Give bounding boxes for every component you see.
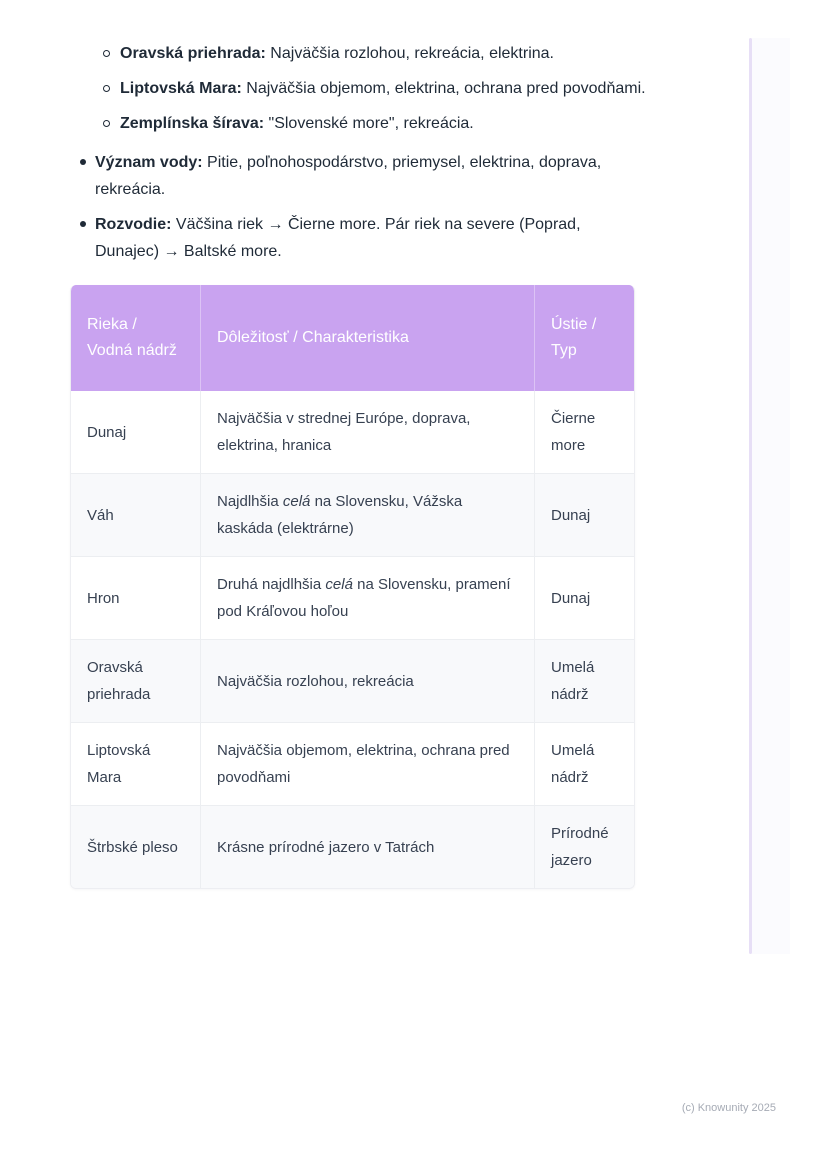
item-body: "Slovenské more", rekreácia. xyxy=(264,115,474,132)
table-row xyxy=(71,640,634,723)
cell-description: Najväčšia rozlohou, rekreácia xyxy=(201,640,535,723)
column-header-ustie: Ústie / Typ xyxy=(535,285,634,391)
bullet-filled-icon xyxy=(80,149,95,203)
document-content xyxy=(0,40,828,889)
rivers-table-container xyxy=(70,285,635,889)
cell-type: Čierne more xyxy=(535,391,634,474)
table-row xyxy=(71,723,634,806)
bullet-hollow-icon xyxy=(103,110,120,137)
list-item-text xyxy=(95,149,625,203)
rivers-table xyxy=(71,285,634,888)
item-label: Oravská priehrada: xyxy=(120,45,266,62)
cell-type: Umelá nádrž xyxy=(535,723,634,806)
item-body: Najväčšia rozlohou, rekreácia, elektrina. xyxy=(265,45,554,62)
cell-type: Prírodné jazero xyxy=(535,806,634,888)
cell-description: Najväčšia v strednej Európe, doprava, elektrina, hranica xyxy=(201,391,535,474)
bullet-hollow-icon xyxy=(103,75,120,102)
item-body: Väčšina riek → Čierne more. Pár riek na severe (Poprad, Dunajec) → Baltské more. xyxy=(95,216,581,260)
cell-description: Krásne prírodné jazero v Tatrách xyxy=(201,806,535,888)
cell-type: Dunaj xyxy=(535,557,634,640)
list-item-rozvodie xyxy=(80,211,828,265)
item-label: Význam vody: xyxy=(95,154,203,171)
table-header xyxy=(71,285,634,391)
sub-bullet-list xyxy=(0,40,828,137)
item-label: Rozvodie: xyxy=(95,216,172,233)
table-body xyxy=(71,391,634,888)
cell-name: Oravská priehrada xyxy=(71,640,201,723)
table-row xyxy=(71,806,634,888)
item-label: Liptovská Mara: xyxy=(120,80,242,97)
item-label: Zemplínska šírava: xyxy=(120,115,265,132)
list-item-text xyxy=(120,75,646,102)
cell-description: Najväčšia objemom, elektrina, ochrana pred povodňami xyxy=(201,723,535,806)
table-row xyxy=(71,557,634,640)
cell-name: Dunaj xyxy=(71,391,201,474)
cell-name: Hron xyxy=(71,557,201,640)
cell-name: Váh xyxy=(71,474,201,557)
cell-type: Umelá nádrž xyxy=(535,640,634,723)
cell-description: Druhá najdlhšia celá na Slovensku, pramení pod Kráľovou hoľou xyxy=(201,557,535,640)
list-item-liptovska-mara xyxy=(103,75,828,102)
list-item-zemplinska-sirava xyxy=(103,110,828,137)
table-row xyxy=(71,474,634,557)
list-item-text xyxy=(120,110,474,137)
copyright-footer: (c) Knowunity 2025 xyxy=(681,1102,776,1114)
column-header-rieka: Rieka / Vodná nádrž xyxy=(71,285,201,391)
list-item-text xyxy=(120,40,554,67)
table-row xyxy=(71,391,634,474)
item-body: Pitie, poľnohospodárstvo, priemysel, elektrina, doprava, rekreácia. xyxy=(95,154,602,198)
bullet-filled-icon xyxy=(80,211,95,265)
cell-description: Najdlhšia celá na Slovensku, Vážska kaskáda (elektrárne) xyxy=(201,474,535,557)
list-item-oravska-priehrada xyxy=(103,40,828,67)
list-item-vyznam-vody xyxy=(80,149,828,203)
cell-type: Dunaj xyxy=(535,474,634,557)
cell-name: Štrbské pleso xyxy=(71,806,201,888)
main-bullet-list xyxy=(0,149,828,265)
column-header-dolezitost: Dôležitosť / Charakteristika xyxy=(201,285,535,391)
bullet-hollow-icon xyxy=(103,40,120,67)
cell-name: Liptovská Mara xyxy=(71,723,201,806)
item-body: Najväčšia objemom, elektrina, ochrana pred povodňami. xyxy=(241,80,646,97)
list-item-text xyxy=(95,211,625,265)
